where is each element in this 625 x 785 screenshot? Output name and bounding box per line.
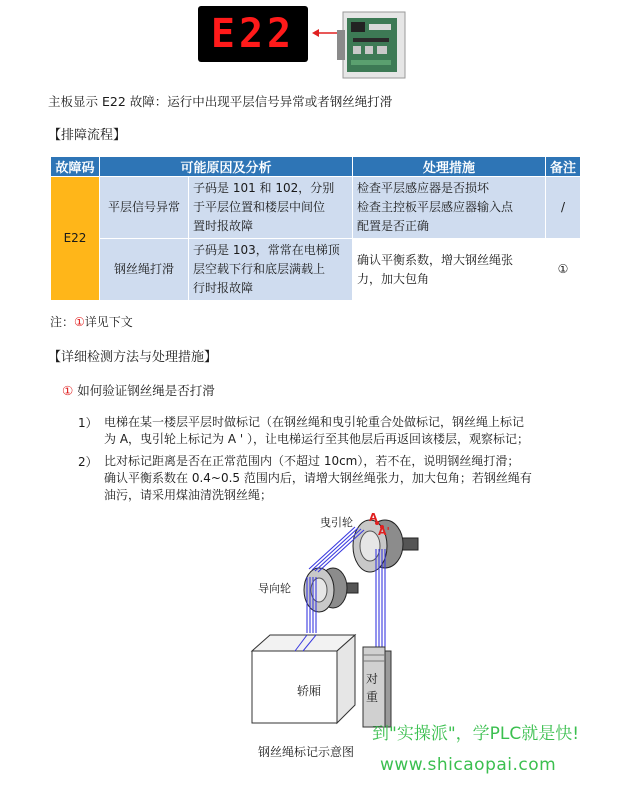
step-text <box>104 414 604 448</box>
analysis-line: 子码是 103，常常在电梯顶 <box>193 243 340 257</box>
analysis-line: 于平层位置和楼层中间位 <box>193 200 326 214</box>
counterweight-label-1: 对 <box>366 672 379 686</box>
fault-caption: 主板显示 E22 故障：运行中出现平层信号异常或者钢丝绳打滑 <box>48 94 393 109</box>
flow-heading: 【排障流程】 <box>48 128 127 143</box>
header-code: 故障码 <box>51 157 100 177</box>
table-row <box>51 239 581 301</box>
remark-cell: ① <box>546 239 581 301</box>
analysis-line: 行时报故障 <box>193 281 254 295</box>
analysis-line: 层空载下行和底层满载上 <box>193 262 326 276</box>
measures-cell <box>353 177 546 239</box>
analysis-line: 置时报故障 <box>193 219 254 233</box>
figure-caption: 钢丝绳标记示意图 <box>258 745 355 759</box>
watermark-slogan: 到"实操派"，学PLC就是快! <box>372 724 580 744</box>
step-line: 确认平衡系数在 0.4~0.5 范围内后，请增大钢丝绳张力，加大包角；若钢丝绳有 <box>104 471 532 485</box>
note-prefix: 注： <box>50 315 75 329</box>
analysis-line: 子码是 101 和 102，分别 <box>193 181 335 195</box>
step-line: 油污，请采用煤油清洗钢丝绳； <box>104 488 273 502</box>
table-row <box>51 177 581 239</box>
counterweight <box>363 647 391 727</box>
detail-heading: 【详细检测方法与处理措施】 <box>48 350 218 365</box>
traction-wheel-label: 曳引轮 <box>320 516 353 529</box>
fault-table <box>50 156 581 301</box>
question-text: 如何验证钢丝绳是否打滑 <box>73 383 215 398</box>
step-line: 电梯在某一楼层平层时做标记（在钢丝绳和曳引轮重合处做标记，钢丝绳上标记 <box>104 415 525 429</box>
counterweight-label-2: 重 <box>366 690 379 704</box>
question-heading <box>62 381 215 399</box>
remark-cell: / <box>546 177 581 239</box>
mark-a-label: A <box>369 511 378 524</box>
measure-line: 力，加大包角 <box>357 271 430 286</box>
fault-code-cell: E22 <box>51 177 100 301</box>
controller-board-image <box>335 10 410 80</box>
header-measures: 处理措施 <box>353 157 546 177</box>
car-label: 轿厢 <box>297 684 322 698</box>
measure-line: 检查平层感应器是否损坏 <box>357 181 490 195</box>
display-code: E22 <box>210 11 296 57</box>
table-header-row <box>51 157 581 177</box>
header-remark: 备注 <box>546 157 581 177</box>
step-line: 比对标记距离是否在正常范围内（不超过 10cm），若不在，说明钢丝绳打滑； <box>104 454 520 468</box>
elevator-car <box>252 635 355 723</box>
analysis-cell <box>189 177 353 239</box>
note-text: 详见下文 <box>84 315 133 329</box>
guide-wheel <box>304 568 358 612</box>
table-note <box>50 313 133 330</box>
header-cause: 可能原因及分析 <box>100 157 353 177</box>
measure-line: 配置是否正确 <box>357 219 430 233</box>
step-line: 为 A，曳引轮上标记为 A ' ），让电梯运行至其他层后再返回该楼层，观察标记； <box>104 432 529 446</box>
measure-line: 检查主控板平层感应器输入点 <box>357 200 514 214</box>
watermark-url: www.shicaopai.com <box>380 755 557 775</box>
measures-cell <box>353 239 546 301</box>
cause-cell: 钢丝绳打滑 <box>100 239 189 301</box>
fault-display <box>198 6 308 62</box>
analysis-cell <box>189 239 353 301</box>
guide-wheel-label: 导向轮 <box>258 582 291 595</box>
rope-mark-diagram <box>245 505 435 735</box>
step-number: 2） <box>78 455 98 469</box>
measure-line: 确认平衡系数，增大钢丝绳张 <box>357 252 514 267</box>
mark-a2-label: A' <box>378 525 390 538</box>
note-mark: ① <box>74 315 85 329</box>
question-mark: ① <box>62 383 74 398</box>
cause-cell: 平层信号异常 <box>100 177 189 239</box>
step-text <box>104 453 604 504</box>
step-number: 1） <box>78 416 98 430</box>
